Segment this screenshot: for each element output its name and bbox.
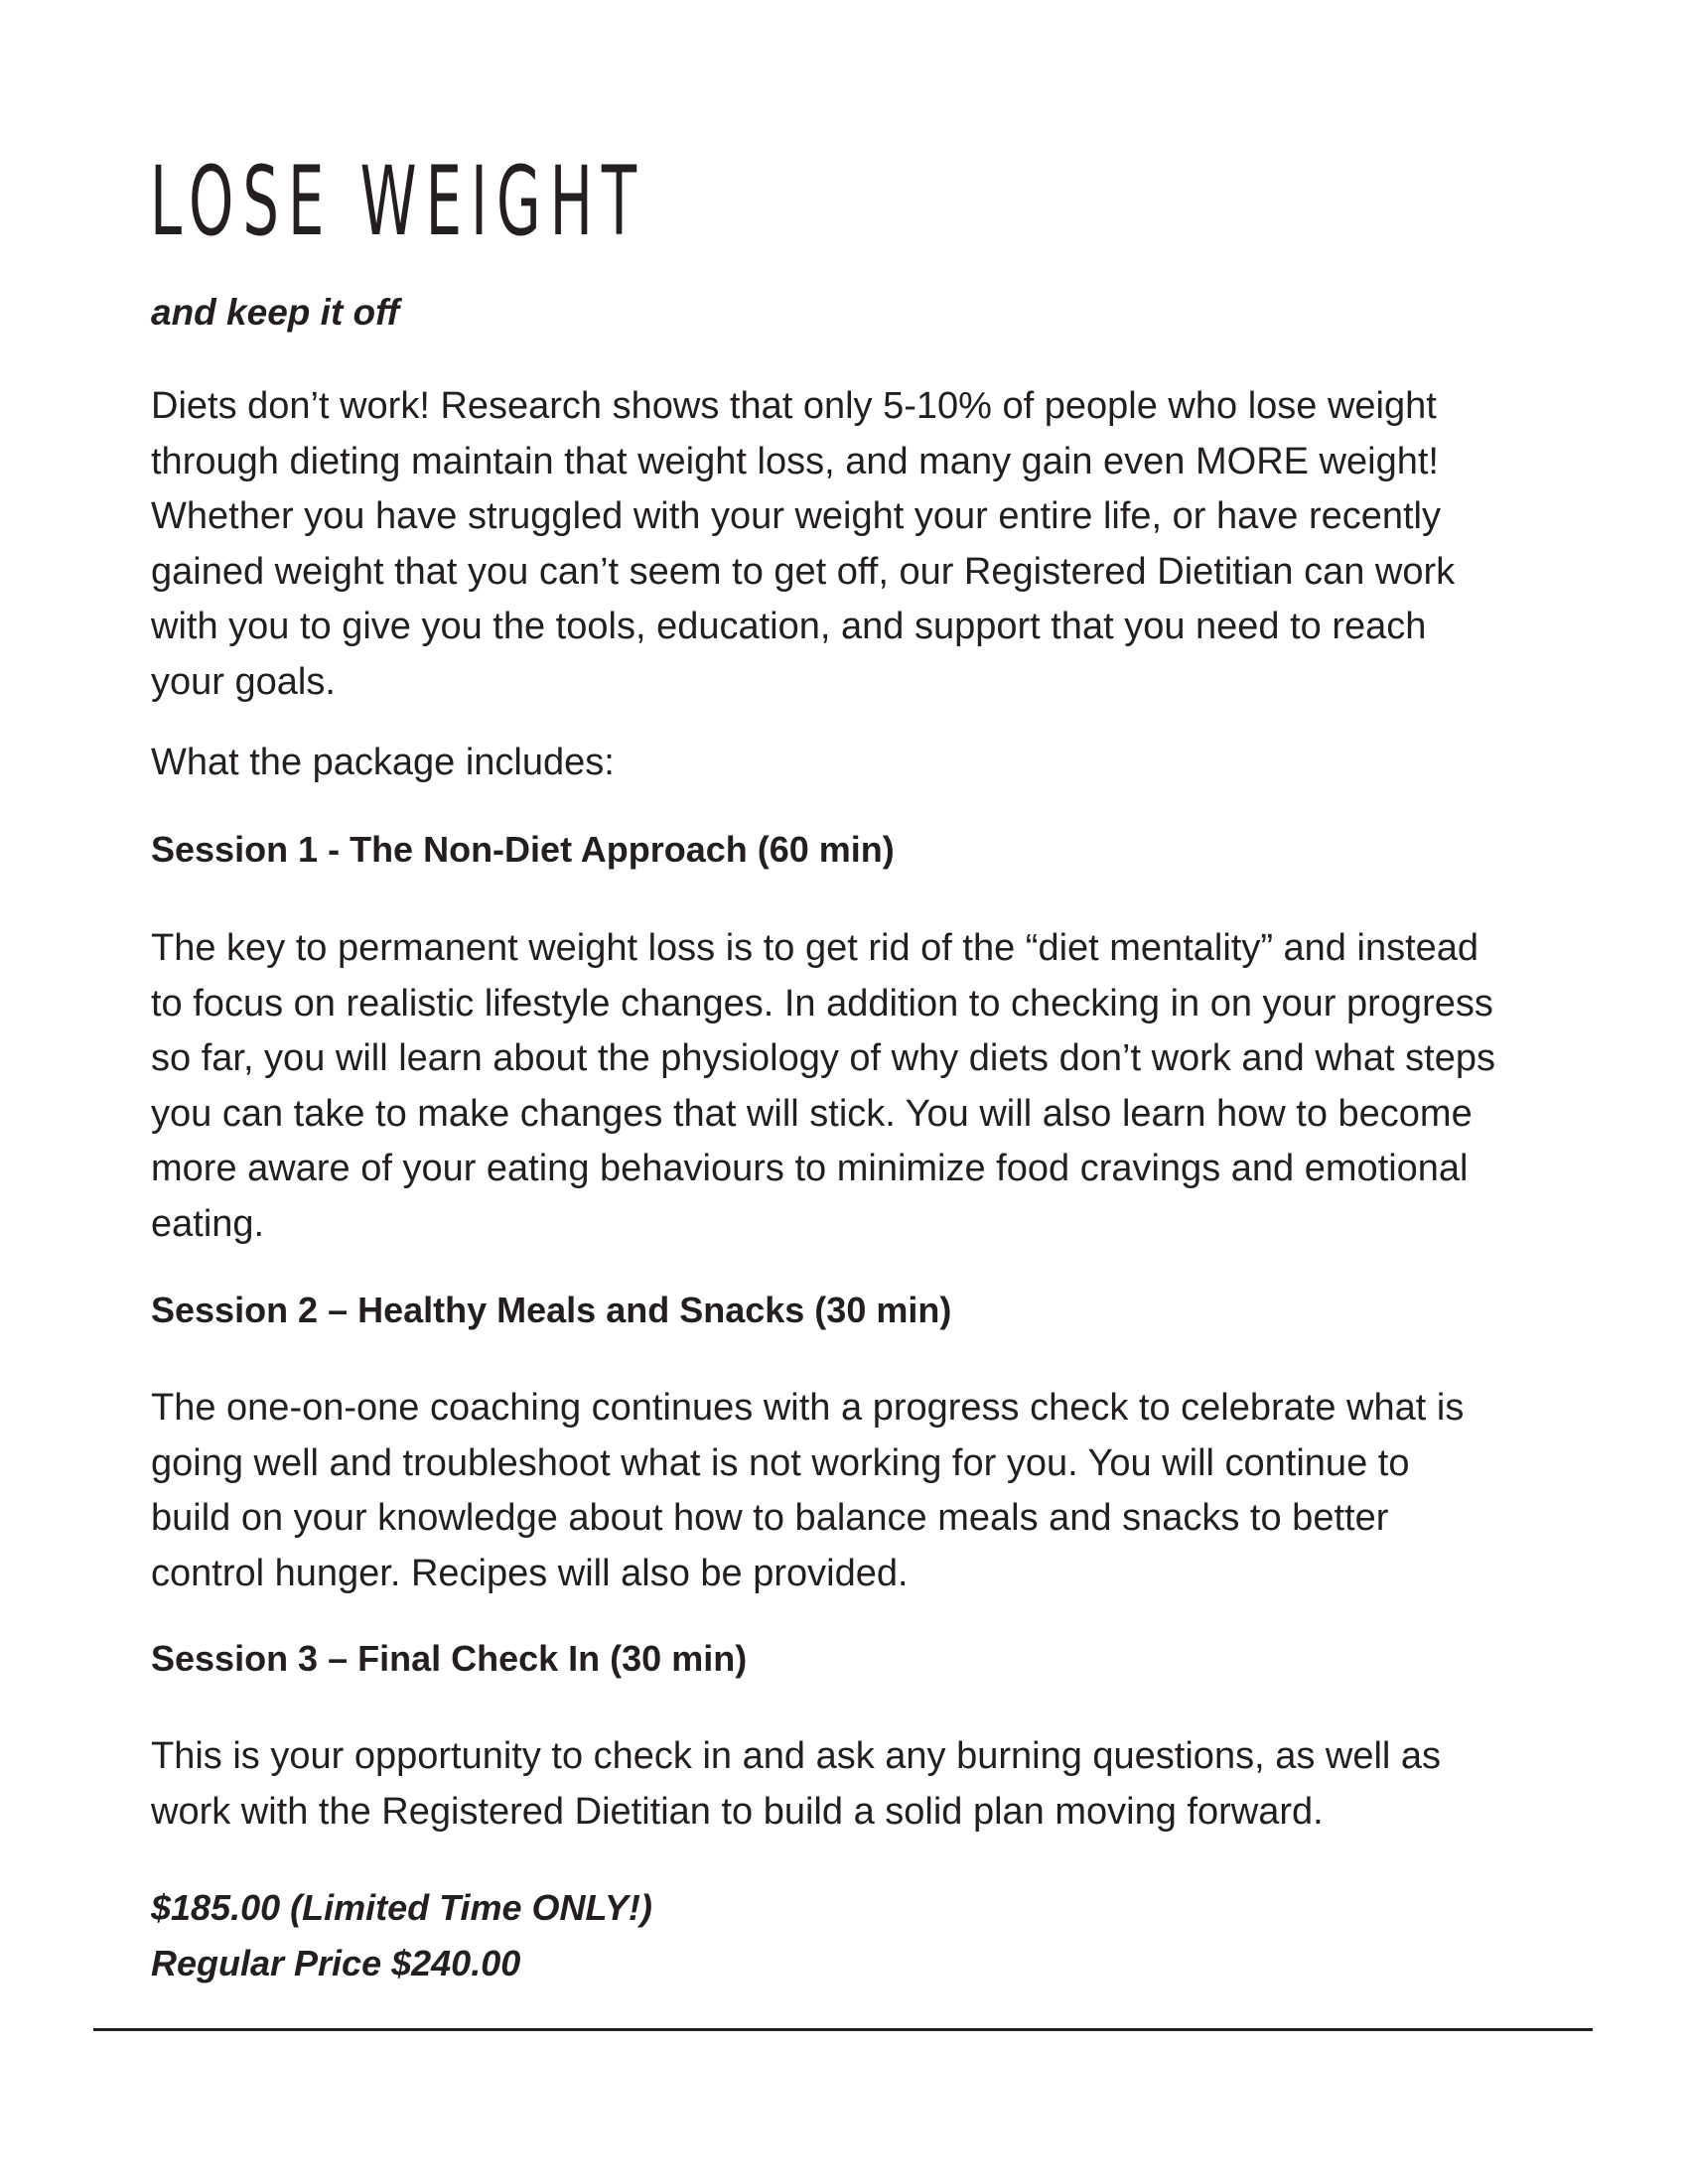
package-label-text: What the package includes: <box>151 742 615 783</box>
session-1-line: The key to permanent weight loss is to get rid of the “diet mentality” and instead <box>151 927 1479 969</box>
page-title: LOSE WEIGHT <box>150 146 646 257</box>
session-1-description <box>151 921 1591 1252</box>
session-2-line: going well and troubleshoot what is not working for you. You will continue to <box>151 1441 1410 1484</box>
session-2-line: control hunger. Recipes will also be provided. <box>151 1552 909 1594</box>
session-2-description <box>151 1381 1591 1601</box>
intro-line: through dieting maintain that weight loss, and many gain even MORE weight! <box>151 440 1439 482</box>
intro-line: your goals. <box>151 660 336 703</box>
session-3-heading: Session 3 – Final Check In (30 min) <box>151 1638 748 1679</box>
session-2-heading: Session 2 – Healthy Meals and Snacks (30 min) <box>151 1290 952 1330</box>
intro-line: with you to give you the tools, education, and support that you need to reach <box>151 606 1427 647</box>
session-3-line: work with the Registered Dietitian to build a solid plan moving forward. <box>151 1790 1324 1833</box>
session-3-description <box>151 1729 1591 1840</box>
sale-price: $185.00 (Limited Time ONLY!) <box>151 1887 652 1928</box>
session-1-line: to focus on realistic lifestyle changes. In addition to checking in on your progress <box>151 982 1493 1024</box>
session-1-line: you can take to make changes that will stick. You will also learn how to become <box>151 1092 1473 1135</box>
session-1-line: eating. <box>151 1202 265 1245</box>
intro-line: Whether you have struggled with your weight your entire life, or have recently <box>151 495 1441 537</box>
session-2-line: The one-on-one coaching continues with a progress check to celebrate what is <box>151 1387 1465 1429</box>
page-subtitle: and keep it off <box>151 292 400 333</box>
session-1-heading: Session 1 - The Non-Diet Approach (60 min) <box>151 829 895 870</box>
pricing-block <box>151 1880 652 1991</box>
session-1-line: more aware of your eating behaviours to minimize food cravings and emotional <box>151 1148 1469 1189</box>
package-label <box>151 736 1591 791</box>
intro-line: Diets don’t work! Research shows that only 5-10% of people who lose weight <box>151 385 1437 427</box>
session-2-line: build on your knowledge about how to balance meals and snacks to better <box>151 1497 1389 1539</box>
session-3-line: This is your opportunity to check in and ask any burning questions, as well as <box>151 1735 1442 1777</box>
footer-divider <box>93 2028 1593 2031</box>
regular-price: Regular Price $240.00 <box>151 1943 521 1983</box>
intro-paragraph <box>151 379 1591 710</box>
intro-line: gained weight that you can’t seem to get off, our Registered Dietitian can work <box>151 550 1456 593</box>
session-1-line: so far, you will learn about the physiology of why diets don’t work and what steps <box>151 1037 1495 1079</box>
